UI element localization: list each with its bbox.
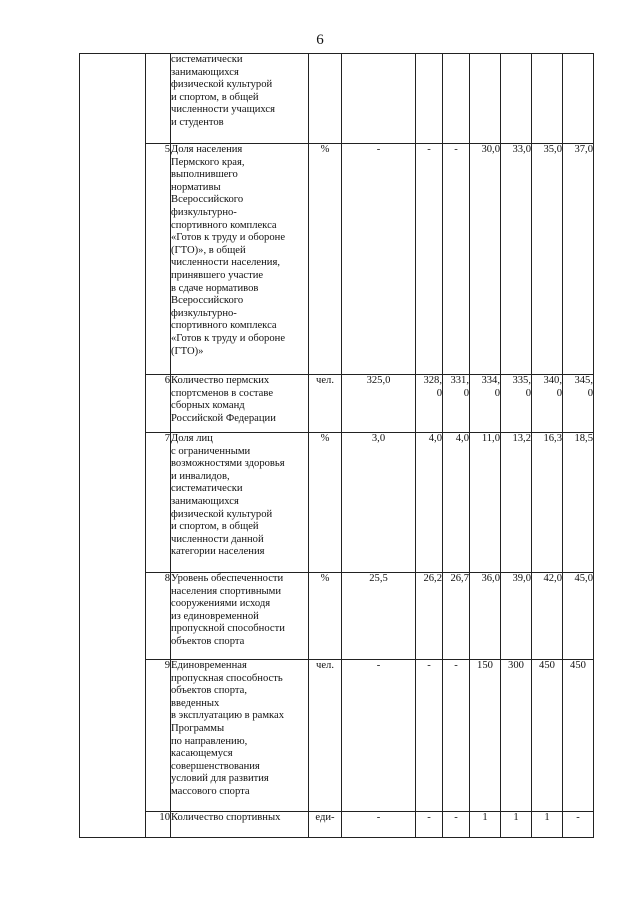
value-cell: 331, 0 [443,375,470,433]
value-cell: 16,3 [532,433,563,573]
value-cell: 1 [532,812,563,838]
value-cell: - [416,144,443,375]
value-cell: - [443,660,470,812]
value-cell: 335, 0 [501,375,532,433]
row-number: 9 [146,660,171,812]
value-cell [532,54,563,144]
unit-cell: % [309,573,342,660]
unit-cell: % [309,433,342,573]
value-cell: 450 [532,660,563,812]
indicator-name: Доля лиц с ограниченными возможностями здоровья и инвалидов, систематически занимающихся физической культурой и спортом, в общей численности данной категории населения [171,433,309,573]
table-row [80,375,594,433]
unit-cell: еди- [309,812,342,838]
value-cell: 1 [470,812,501,838]
indicator-name: Количество пермских спортсменов в составе сборных команд Российской Федерации [171,375,309,433]
value-cell: 1 [501,812,532,838]
value-cell: 13,2 [501,433,532,573]
value-cell: 45,0 [563,573,594,660]
value-cell: - [563,812,594,838]
value-cell: - [342,660,416,812]
value-cell: 42,0 [532,573,563,660]
indicator-name: Единовременная пропускная способность объектов спорта, введенных в эксплуатацию в рамках Программы по направлению, касающемуся совершенствования условий для развития массового спорта [171,660,309,812]
value-cell: - [443,144,470,375]
value-cell [443,54,470,144]
value-cell: 11,0 [470,433,501,573]
value-cell: - [342,144,416,375]
value-cell: 26,2 [416,573,443,660]
row-number: 8 [146,573,171,660]
indicator-name: Уровень обеспеченности населения спортивными сооружениями исходя из единовременной пропускной способности объектов спорта [171,573,309,660]
table-row [80,54,594,144]
value-cell: 325,0 [342,375,416,433]
row-number: 10 [146,812,171,838]
value-cell: 35,0 [532,144,563,375]
value-cell [416,54,443,144]
value-cell: 328, 0 [416,375,443,433]
merged-left-cell [80,54,146,838]
value-cell: 26,7 [443,573,470,660]
value-cell: 340, 0 [532,375,563,433]
value-cell: 300 [501,660,532,812]
value-cell: 450 [563,660,594,812]
table-row [80,660,594,812]
value-cell: 39,0 [501,573,532,660]
value-cell: 345, 0 [563,375,594,433]
unit-cell: чел. [309,660,342,812]
value-cell [563,54,594,144]
value-cell [470,54,501,144]
indicator-name: Доля населения Пермского края, выполнившего нормативы Всероссийского физкультурно- спортивного комплекса «Готов к труду и обороне (ГТО)», в общей численности населения, принявшего участие в сдаче нормативов Всероссийского физкультурно- спортивного комплекса «Готов к труду и обороне (ГТО)» [171,144,309,375]
value-cell: 33,0 [501,144,532,375]
value-cell: - [416,812,443,838]
table-row [80,144,594,375]
value-cell: 4,0 [443,433,470,573]
value-cell: 150 [470,660,501,812]
value-cell [342,54,416,144]
value-cell: 3,0 [342,433,416,573]
page-number: 6 [316,32,324,48]
unit-cell: чел. [309,375,342,433]
row-number: 7 [146,433,171,573]
table-row [80,433,594,573]
value-cell: - [342,812,416,838]
value-cell: - [443,812,470,838]
value-cell: - [416,660,443,812]
unit-cell: % [309,144,342,375]
value-cell: 30,0 [470,144,501,375]
unit-cell [309,54,342,144]
value-cell: 36,0 [470,573,501,660]
table-row [80,812,594,838]
value-cell [501,54,532,144]
indicator-name: Количество спортивных [171,812,309,838]
table-row [80,573,594,660]
row-number [146,54,171,144]
value-cell: 25,5 [342,573,416,660]
indicators-table [79,53,594,838]
value-cell: 37,0 [563,144,594,375]
value-cell: 4,0 [416,433,443,573]
value-cell: 18,5 [563,433,594,573]
indicator-name: систематически занимающихся физической культурой и спортом, в общей численности учащихся и студентов [171,54,309,144]
value-cell: 334, 0 [470,375,501,433]
row-number: 6 [146,375,171,433]
row-number: 5 [146,144,171,375]
